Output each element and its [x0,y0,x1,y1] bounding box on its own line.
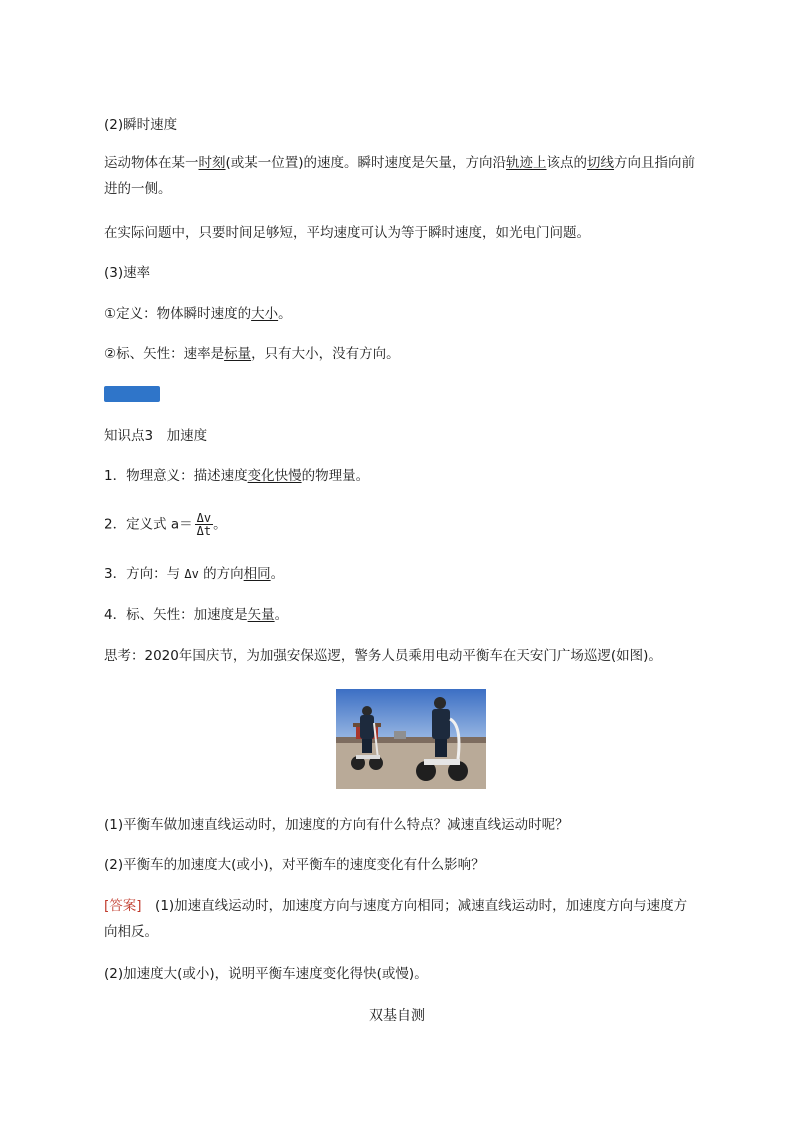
item-definition-formula [104,512,227,537]
text: ②标、矢性：速率是 [104,346,225,362]
answer-2: (2)加速度大(或小)，说明平衡车速度变化得快(或慢)。 [104,966,428,982]
text: (1)加速直线运动时，加速度方向与速度方向相同；减速直线运动时，加速度方向与速度方 [155,898,688,914]
underlined-term: 大小 [251,306,279,322]
question-2: (2)平衡车的加速度大(或小)，对平衡车的速度变化有什么影响？ [104,857,485,873]
delta-v: Δv [184,567,199,581]
question-1: (1)平衡车做加速直线运动时，加速度的方向有什么特点？减速直线运动时呢？ [104,817,569,833]
text: 的物理量。 [301,468,370,484]
speed-definition [104,305,292,323]
heading-instant-velocity: (2)瞬时速度 [104,117,178,133]
underlined-term: 相同 [243,566,271,582]
underlined-term: 标量 [224,346,252,362]
segway-patrol-photo [336,689,486,789]
text: 运动物体在某一 [104,155,199,171]
segway-patrol-illustration [336,689,486,789]
answer-1 [104,893,716,945]
underlined-term: 时刻 [198,155,226,171]
text: 4．标、矢性：加速度是 [104,607,248,623]
fraction [195,512,213,537]
text: 2．定义式 a＝ [104,516,193,533]
text: 方向且指向前 [614,155,696,171]
fraction-numerator: Δv [196,511,212,525]
item-physical-meaning [104,467,369,485]
text: 。 [270,566,285,582]
text: 进的一侧。 [104,181,172,197]
text: 1．物理意义：描述速度 [104,468,248,484]
text: 的方向 [203,566,244,582]
text: 。 [213,516,227,533]
text: 。 [274,607,289,623]
text: 该点的 [546,155,588,171]
fraction-denominator: Δt [196,524,212,538]
item-direction [104,565,284,583]
paragraph-instant-velocity [104,150,716,202]
text: 。 [278,306,292,322]
text: 向相反。 [104,924,158,940]
paragraph-practical-note: 在实际问题中，只要时间足够短，平均速度可认为等于瞬时速度，如光电门问题。 [104,225,590,241]
text: (或某一位置)的速度。瞬时速度是矢量，方向沿 [225,155,507,171]
underlined-term: 变化快慢 [247,468,302,484]
answer-tag: [答案] [104,898,142,914]
section-badge [104,386,160,402]
knowledge-point-title: 知识点3 加速度 [104,428,208,444]
text: 3．方向：与 [104,566,181,582]
text: ，只有大小，没有方向。 [251,346,400,362]
underlined-term: 矢量 [247,607,275,623]
underlined-term: 轨迹上 [506,155,547,171]
section-title-self-test: 双基自测 [369,1008,425,1024]
heading-speed: (3)速率 [104,265,151,281]
speed-scalar-vector [104,345,400,363]
text: ①定义：物体瞬时速度的 [104,306,252,322]
think-prompt: 思考：2020年国庆节，为加强安保巡逻，警务人员乘用电动平衡车在天安门广场巡逻(如图)。 [104,648,662,664]
underlined-term: 切线 [587,155,615,171]
item-scalar-vector [104,606,288,624]
